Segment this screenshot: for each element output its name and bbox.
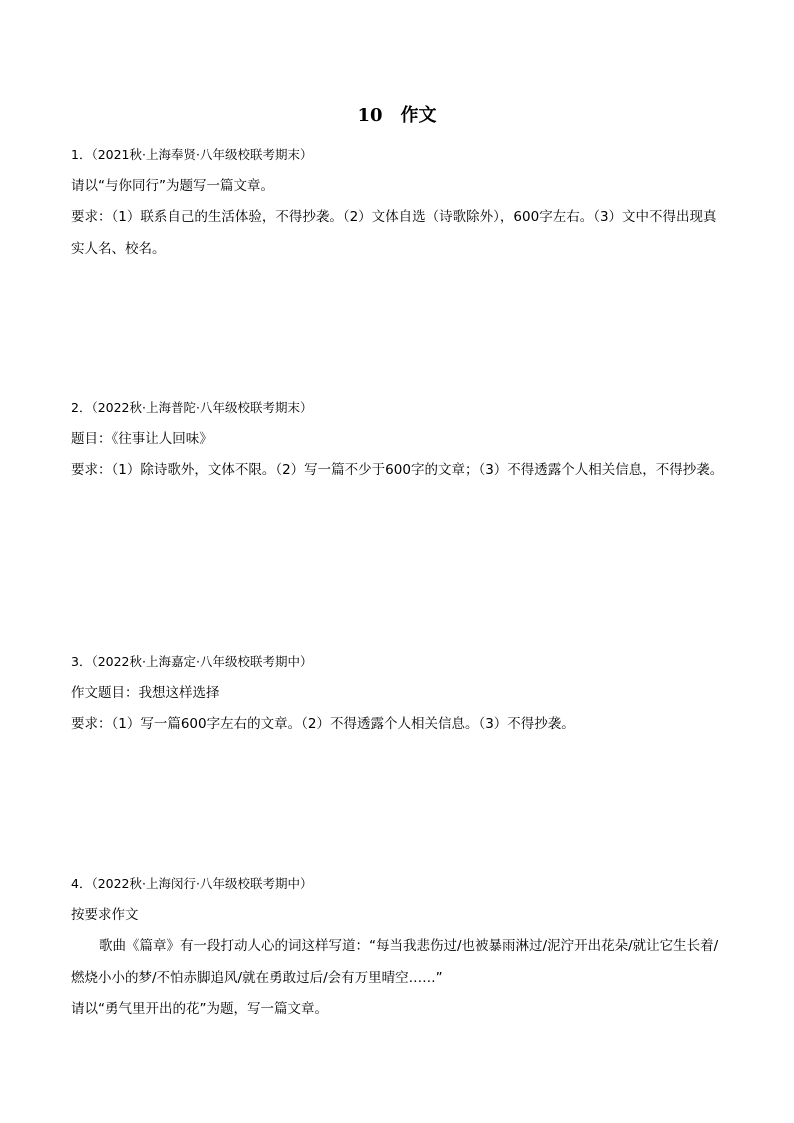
question-prompt: 题目：《往事让人回味》 [71,430,213,447]
question-requirements: 要求：（1）除诗歌外，文体不限。（2）写一篇不少于600字的文章；（3）不得透露个人相关信息，不得抄袭。 [71,462,724,478]
question-prompt: 请以“与你同行”为题写一篇文章。 [71,177,274,194]
question-source: 2．（2022秋·上海普陀·八年级校联考期末） [71,400,313,415]
question-2 [71,392,726,487]
question-lyrics: 歌曲《篇章》有一段打动人心的词这样写道：“每当我悲伤过/也被暴雨淋过/泥泞开出花朵/就让它生长着/燃烧小小的梦/不怕赤脚追风/就在勇敢过后/会有万里晴空……” [71,938,719,986]
question-4 [71,868,726,1026]
question-prompt: 作文题目：我想这样选择 [71,684,220,701]
question-source: 3．（2022秋·上海嘉定·八年级校联考期中） [71,654,313,669]
question-requirements: 要求：（1）联系自己的生活体验，不得抄袭。（2）文体自选（诗歌除外），600字左右。（3）文中不得出现真实人名、校名。 [71,209,717,257]
question-prompt: 按要求作文 [71,906,139,923]
question-requirements: 请以“勇气里开出的花”为题，写一篇文章。 [71,1001,328,1017]
question-requirements: 要求：（1）写一篇600字左右的文章。（2）不得透露个人相关信息。（3）不得抄袭。 [71,716,575,732]
question-source: 1．（2021秋·上海奉贤·八年级校联考期末） [71,147,313,162]
question-source: 4．（2022秋·上海闵行·八年级校联考期中） [71,876,313,891]
question-3 [71,646,726,741]
page-title: 10 作文 [357,105,437,126]
question-1 [71,139,726,265]
